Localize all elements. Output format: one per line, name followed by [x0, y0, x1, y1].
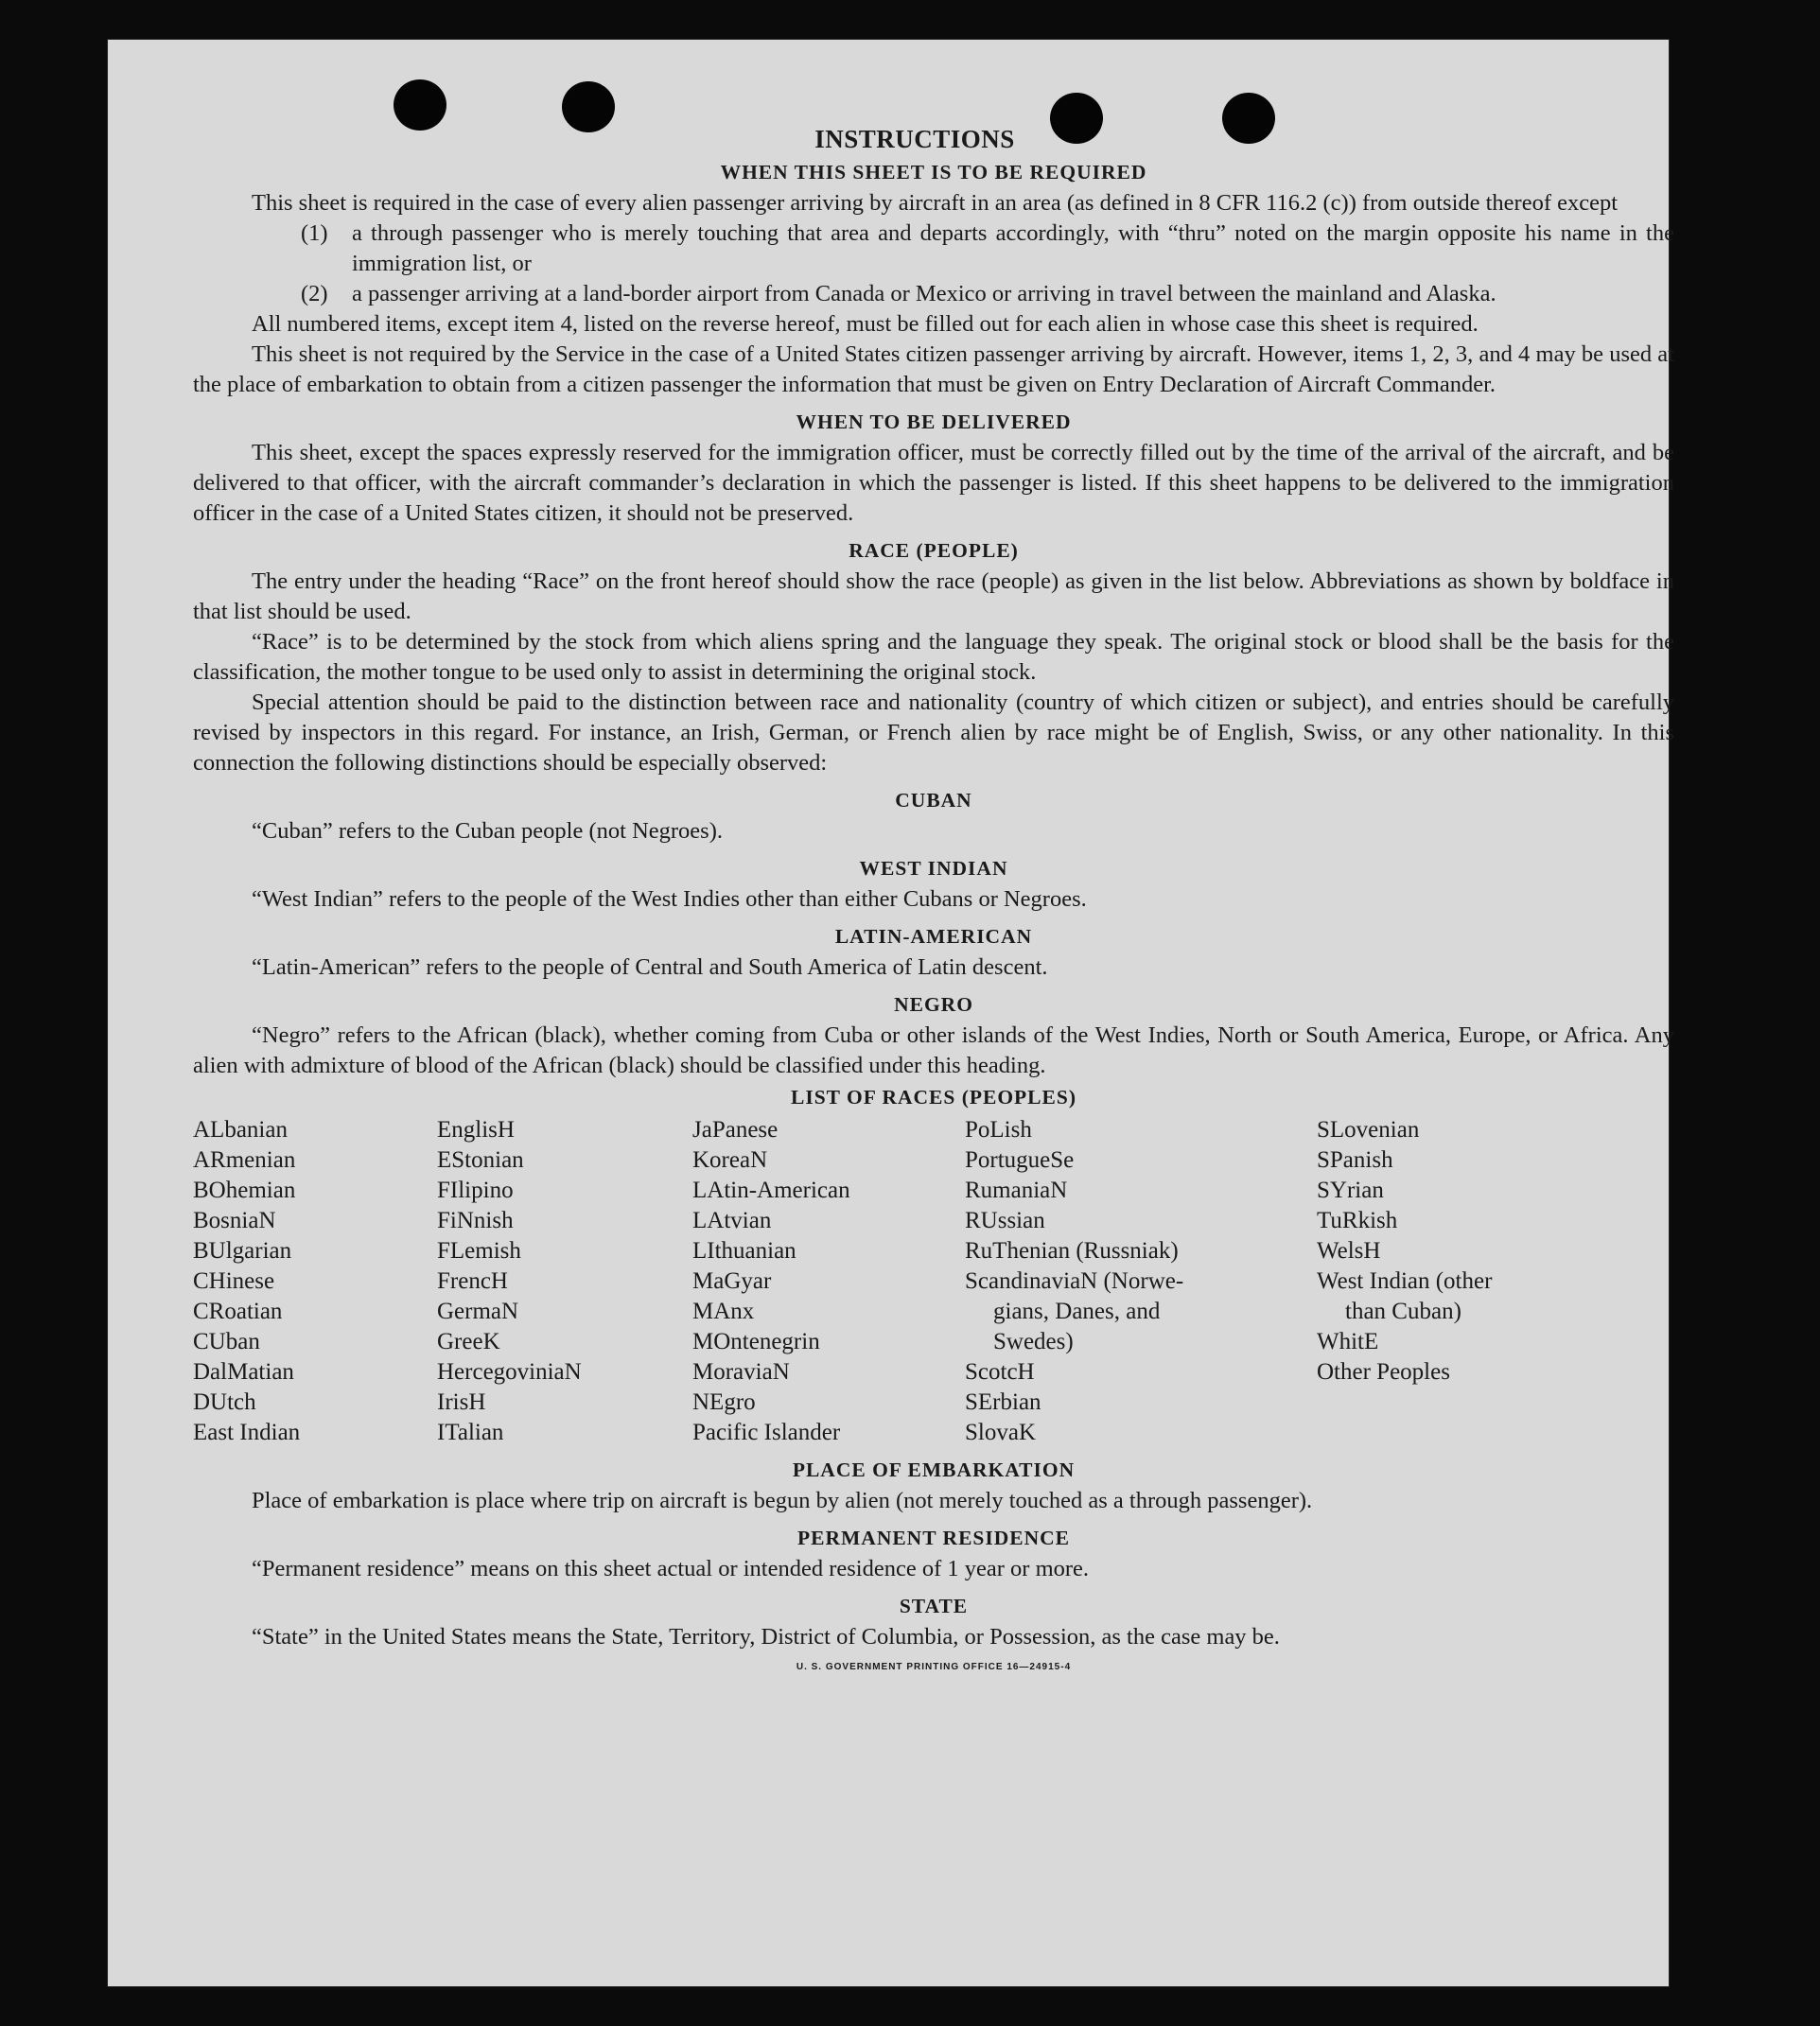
race-item: MAnx — [692, 1299, 755, 1324]
paragraph-race-nationality: Special attention should be paid to the distinction between race and nationality (country of which citizen or subject), and entries should be carefully revised by inspectors in this regard. For instance, an Irish, German, or French alien by race might be of English, Swiss, or any other nationality. In this connection the following distinctions should be especially observed: — [193, 690, 1674, 776]
document-content — [193, 125, 1674, 1672]
race-item: PoLish — [965, 1117, 1032, 1143]
list-item — [301, 279, 1674, 309]
race-item: MoraviaN — [692, 1359, 790, 1385]
item-number: (1) — [301, 220, 328, 246]
race-item: DalMatian — [193, 1359, 294, 1385]
punch-hole-1 — [394, 79, 446, 131]
heading-when-delivered: WHEN TO BE DELIVERED — [796, 410, 1072, 433]
paragraph-west-indian: “West Indian” refers to the people of the West Indies other than either Cubans or Negroes. — [252, 886, 1087, 912]
paragraph-cuban: “Cuban” refers to the Cuban people (not Negroes). — [252, 818, 723, 844]
paragraph-negro: “Negro” refers to the African (black), whether coming from Cuba or other islands of the West Indies, North or South America, Europe, or Africa. Any alien with admixture of blood of the African (black) should be classified under this heading. — [193, 1022, 1674, 1078]
race-item: GermaN — [437, 1299, 519, 1324]
races-column-1 — [193, 1115, 437, 1448]
race-item: CHinese — [193, 1268, 275, 1294]
race-item: LIthuanian — [692, 1238, 796, 1264]
paragraph-race-determination: “Race” is to be determined by the stock from which aliens spring and the language they speak. The original stock or blood shall be the basis for the classification, the mother tongue to be used only to assist in determining the original stock. — [193, 629, 1674, 685]
race-item: ALbanian — [193, 1117, 288, 1143]
heading-place-of-embarkation: PLACE OF EMBARKATION — [792, 1458, 1076, 1481]
item-text: a passenger arriving at a land-border airport from Canada or Mexico or arriving in travel between the mainland and Alaska. — [352, 281, 1496, 306]
heading-permanent-residence: PERMANENT RESIDENCE — [797, 1527, 1070, 1549]
race-item: SPanish — [1317, 1147, 1393, 1173]
paragraph-latin-american: “Latin-American” refers to the people of Central and South America of Latin descent. — [252, 954, 1048, 980]
page-title: INSTRUCTIONS — [814, 125, 1015, 153]
race-item: BosniaN — [193, 1208, 276, 1233]
item-text: a through passenger who is merely touching that area and departs accordingly, with “thru” noted on the margin opposite his name in the immigration list, or — [352, 220, 1674, 276]
heading-negro: NEGRO — [894, 993, 973, 1016]
race-item: Pacific Islander — [692, 1420, 841, 1445]
paragraph-when-required-intro: This sheet is required in the case of every alien passenger arriving by aircraft in an area (as defined in 8 CFR 116.2 (c)) from outside thereof except — [252, 190, 1619, 216]
race-item: FLemish — [437, 1238, 521, 1264]
race-item: FIlipino — [437, 1178, 514, 1203]
item-number: (2) — [301, 281, 328, 306]
race-item: Other Peoples — [1317, 1359, 1450, 1385]
race-item: ScandinaviaN (Norwe- — [965, 1268, 1184, 1294]
race-item: WelsH — [1317, 1238, 1381, 1264]
race-item: BOhemian — [193, 1178, 296, 1203]
paragraph-numbered-items: All numbered items, except item 4, listed on the reverse hereof, must be filled out for each alien in whose case this sheet is required. — [252, 311, 1479, 337]
race-item: ARmenian — [193, 1147, 296, 1173]
paragraph-when-delivered: This sheet, except the spaces expressly reserved for the immigration officer, must be correctly filled out by the time of the arrival of the aircraft, and be delivered to that officer, with the aircraft commander’s declaration in which the passenger is listed. If this sheet happens to be delivered to the immigration officer in the case of a United States citizen, it should not be preserved. — [193, 440, 1674, 526]
race-item: LAtin-American — [692, 1178, 850, 1203]
paragraph-state: “State” in the United States means the State, Territory, District of Columbia, or Possession, as the case may be. — [252, 1624, 1280, 1650]
race-item: ScotcH — [965, 1359, 1035, 1385]
race-item: JaPanese — [692, 1117, 779, 1143]
paragraph-permanent-residence: “Permanent residence” means on this sheet actual or intended residence of 1 year or more. — [252, 1556, 1090, 1581]
race-item: West Indian (other — [1317, 1268, 1493, 1294]
race-item: ITalian — [437, 1420, 504, 1445]
heading-list-of-races: LIST OF RACES (PEOPLES) — [791, 1086, 1076, 1109]
race-item: EStonian — [437, 1147, 524, 1173]
race-item: EnglisH — [437, 1117, 515, 1143]
race-item: MaGyar — [692, 1268, 772, 1294]
printing-office-footer: U. S. GOVERNMENT PRINTING OFFICE 16—24915-4 — [796, 1662, 1072, 1672]
race-item: SLovenian — [1317, 1117, 1420, 1143]
race-item: HercegoviniaN — [437, 1359, 582, 1385]
race-item: LAtvian — [692, 1208, 772, 1233]
paragraph-place-of-embarkation: Place of embarkation is place where trip on aircraft is begun by alien (not merely touched as a through passenger). — [252, 1488, 1313, 1513]
race-item: FrencH — [437, 1268, 508, 1294]
race-item: SlovaK — [965, 1420, 1036, 1445]
race-item: CUban — [193, 1329, 260, 1354]
race-item: PortugueSe — [965, 1147, 1075, 1173]
race-item: SErbian — [965, 1389, 1041, 1415]
heading-state: STATE — [899, 1595, 969, 1617]
race-item: WhitE — [1317, 1329, 1379, 1354]
race-item: Swedes) — [993, 1329, 1074, 1354]
races-column-3 — [692, 1115, 965, 1448]
paragraph-citizen-passenger: This sheet is not required by the Service in the case of a United States citizen passenger arriving by aircraft. However, items 1, 2, 3, and 4 may be used at the place of embarkation to obtain from a citizen passenger the information that must be given on Entry Declaration of Aircraft Commander. — [193, 341, 1674, 397]
race-item: BUlgarian — [193, 1238, 292, 1264]
race-item: SYrian — [1317, 1178, 1384, 1203]
race-item: MOntenegrin — [692, 1329, 820, 1354]
race-item: RUssian — [965, 1208, 1045, 1233]
race-item: than Cuban) — [1345, 1299, 1461, 1324]
races-column-4 — [965, 1115, 1317, 1448]
heading-latin-american: LATIN-AMERICAN — [834, 925, 1033, 948]
race-item: IrisH — [437, 1389, 486, 1415]
list-item — [301, 218, 1674, 279]
heading-race: RACE (PEOPLE) — [849, 539, 1019, 562]
race-item: East Indian — [193, 1420, 301, 1445]
race-item: RuThenian (Russniak) — [965, 1238, 1179, 1264]
list-of-races — [193, 1115, 1674, 1448]
race-item: DUtch — [193, 1389, 256, 1415]
document-sheet — [108, 40, 1674, 1986]
race-item: GreeK — [437, 1329, 500, 1354]
heading-west-indian: WEST INDIAN — [859, 857, 1008, 880]
race-item: FiNnish — [437, 1208, 514, 1233]
race-item: KoreaN — [692, 1147, 768, 1173]
heading-cuban: CUBAN — [895, 789, 972, 812]
race-item: NEgro — [692, 1389, 756, 1415]
races-column-5 — [1317, 1115, 1572, 1448]
paragraph-race-entry: The entry under the heading “Race” on the front hereof should show the race (people) as given in the list below. Abbreviations as shown by boldface in that list should be used. — [193, 568, 1674, 624]
race-item: CRoatian — [193, 1299, 283, 1324]
heading-when-required: WHEN THIS SHEET IS TO BE REQUIRED — [720, 161, 1147, 183]
race-item: TuRkish — [1317, 1208, 1398, 1233]
race-item: gians, Danes, and — [993, 1299, 1161, 1324]
races-column-2 — [437, 1115, 692, 1448]
race-item: RumaniaN — [965, 1178, 1068, 1203]
